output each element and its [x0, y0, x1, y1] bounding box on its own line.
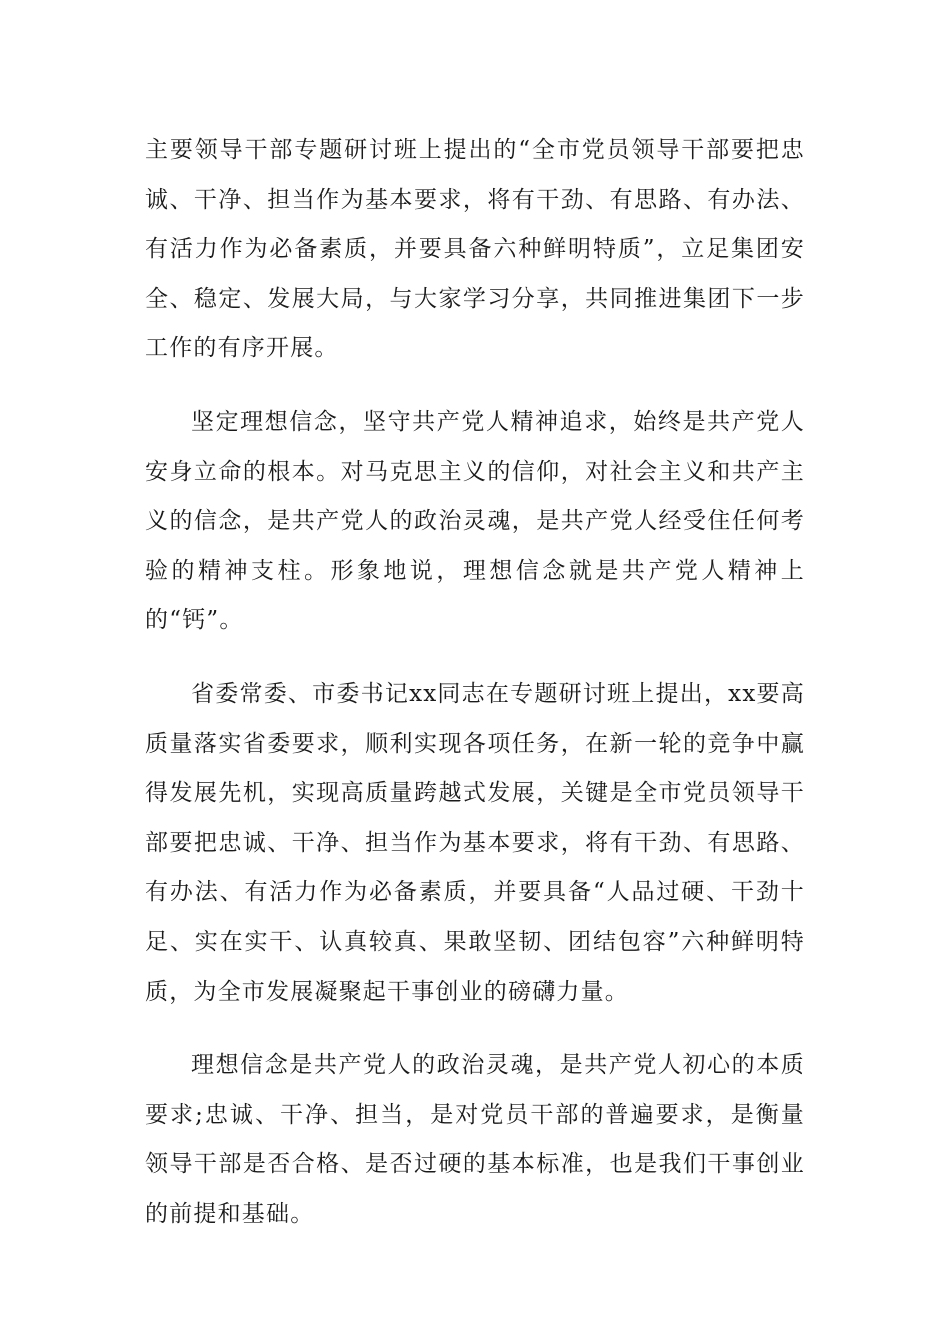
paragraph-3: 省委常委、市委书记xx同志在专题研讨班上提出，xx要高质量落实省委要求，顺利实现各项任务，在新一轮的竞争中赢得发展先机，实现高质量跨越式发展，关键是全市党员领导干部要把忠诚、干净、担当作为基本要求，将有干劲、有思路、有办法、有活力作为必备素质，并要具备“人品过硬、干劲十足、实在实干、认真较真、果敢坚韧、团结包容”六种鲜明特质，为全市发展凝聚起干事创业的磅礴力量。	[145, 680, 805, 1005]
paragraph-4: 理想信念是共产党人的政治灵魂，是共产党人初心的本质要求;忠诚、干净、担当，是对党员干部的普遍要求，是衡量领导干部是否合格、是否过硬的基本标准，也是我们干事创业的前提和基础。	[145, 1052, 805, 1227]
paragraph-1: 主要领导干部专题研讨班上提出的“全市党员领导干部要把忠诚、干净、担当作为基本要求，将有干劲、有思路、有办法、有活力作为必备素质，并要具备六种鲜明特质”，立足集团安全、稳定、发展大局，与大家学习分享，共同推进集团下一步工作的有序开展。	[145, 137, 805, 362]
paragraph-2: 坚定理想信念，坚守共产党人精神追求，始终是共产党人安身立命的根本。对马克思主义的信仰，对社会主义和共产主义的信念，是共产党人的政治灵魂，是共产党人经受住任何考验的精神支柱。形象地说，理想信念就是共产党人精神上的“钙”。	[145, 408, 805, 634]
document-page	[145, 126, 805, 1263]
